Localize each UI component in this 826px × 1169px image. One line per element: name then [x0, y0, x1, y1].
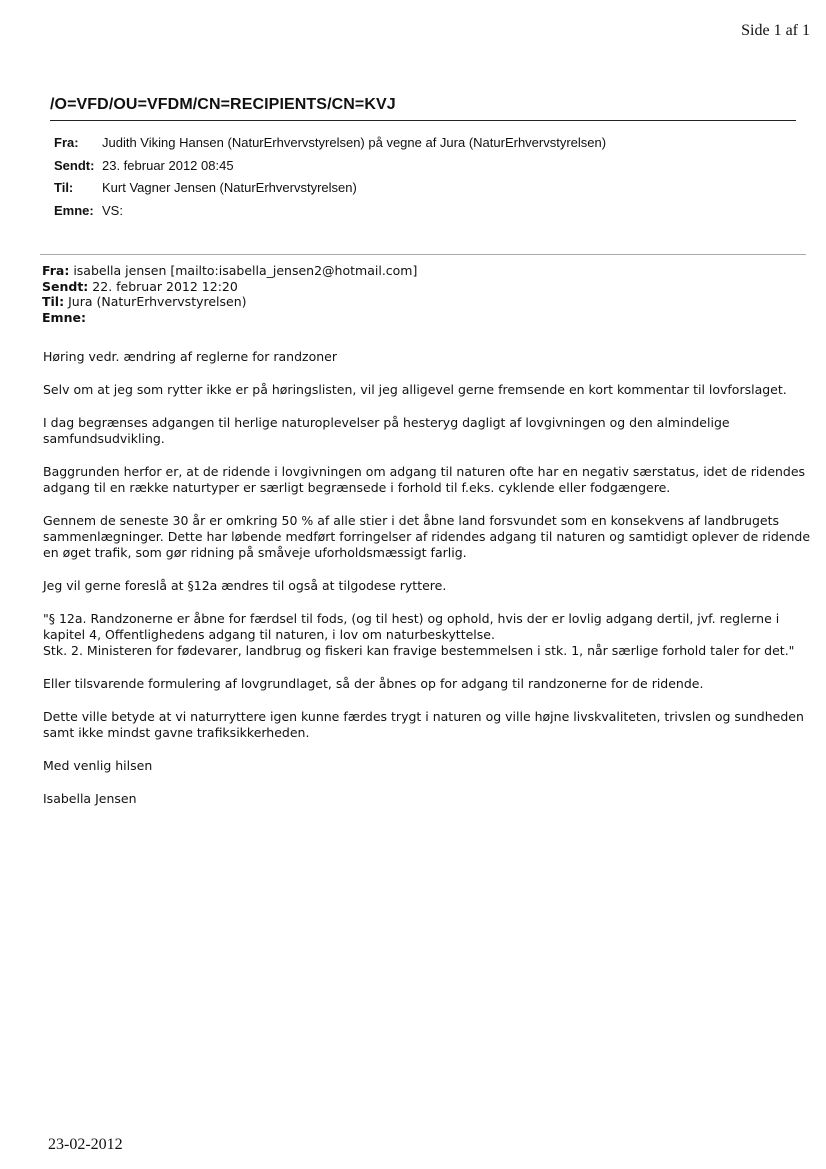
forward-to-value: Kurt Vagner Jensen (NaturErhvervstyrelsen)	[102, 180, 357, 195]
forward-header	[54, 132, 606, 222]
body-paragraph	[43, 415, 813, 447]
forward-sent-label: Sendt:	[54, 157, 95, 173]
body-line: adgang til en række naturtyper er særligt begrænsede i forhold til f.eks. cyklende eller fodgængere.	[43, 480, 671, 495]
message-divider	[40, 254, 806, 255]
forward-subject-value: VS:	[102, 202, 123, 218]
body-paragraph	[43, 709, 813, 741]
body-line: Isabella Jensen	[43, 791, 137, 806]
body-line: Gennem de seneste 30 år er omkring 50 % af alle stier i det åbne land forsvundet som en konsekvens af landbrugets	[43, 513, 780, 528]
original-header	[42, 263, 417, 325]
forward-from-value: Judith Viking Hansen (NaturErhvervstyrelsen) på vegne af Jura (NaturErhvervstyrelsen)	[102, 135, 607, 150]
body-paragraph	[43, 676, 813, 692]
original-to-label: Til:	[42, 294, 65, 309]
forward-to-label: Til:	[54, 180, 74, 195]
page-number: Side 1 af 1	[741, 22, 810, 39]
body-line: kapitel 4, Offentlighedens adgang til naturen, i lov om naturbeskyttelse.	[43, 627, 495, 642]
body-line: Jeg vil gerne foreslå at §12a ændres til også at tilgodese ryttere.	[43, 578, 447, 593]
original-sent-row	[42, 279, 417, 295]
body-paragraph	[43, 791, 813, 807]
body-paragraph	[43, 758, 813, 774]
forward-from-label: Fra:	[54, 135, 79, 150]
body-line: Dette ville betyde at vi naturryttere igen kunne færdes trygt i naturen og ville højne livskvaliteten, trivslen og sundheden	[43, 709, 804, 724]
original-subject-row	[42, 310, 417, 326]
header-divider	[50, 120, 796, 121]
original-subject-label: Emne:	[42, 309, 86, 325]
body-paragraph	[43, 611, 813, 659]
body-line: Med venlig hilsen	[43, 758, 153, 773]
message-body	[43, 349, 813, 824]
body-line: Baggrunden herfor er, at de ridende i lovgivningen om adgang til naturen ofte har en negativ særstatus, idet de ridendes	[43, 464, 806, 479]
body-line: en øget trafik, som gør ridning på småveje uforholdsmæssigt farlig.	[43, 545, 467, 560]
body-line: I dag begrænses adgangen til herlige naturoplevelser på hesteryg dagligt af lovgivningen og den almindelige	[43, 415, 730, 430]
body-line: Selv om at jeg som rytter ikke er på høringslisten, vil jeg alligevel gerne fremsende en kort kommentar til lovforslaget.	[43, 382, 787, 397]
original-from-value: isabella jensen [mailto:isabella_jensen2@hotmail.com]	[69, 263, 418, 278]
footer-date: 23-02-2012	[48, 1136, 123, 1153]
original-sent-value: 22. februar 2012 12:20	[88, 278, 238, 294]
forward-subject-label: Emne:	[54, 202, 94, 218]
forward-to-row	[54, 177, 606, 200]
original-from-row	[42, 263, 417, 279]
original-from-label: Fra:	[42, 263, 70, 278]
forward-subject-row	[54, 200, 606, 223]
original-to-value: Jura (NaturErhvervstyrelsen)	[64, 294, 247, 309]
body-line: samfundsudvikling.	[43, 431, 165, 446]
body-paragraph	[43, 578, 813, 594]
body-paragraph	[43, 382, 813, 398]
body-line: Stk. 2. Ministeren for fødevarer, landbrug og fiskeri kan fravige bestemmelsen i stk. 1, når særlige forhold taler for det."	[43, 643, 795, 658]
body-line: sammenlægninger. Dette har løbende medført forringelser af ridendes adgang til naturen og samtidigt oplever de ridende	[43, 529, 811, 544]
body-line: Eller tilsvarende formulering af lovgrundlaget, så der åbnes op for adgang til randzonerne for de ridende.	[43, 676, 704, 691]
body-line: samt ikke mindst gavne trafiksikkerheden.	[43, 725, 310, 740]
body-paragraph	[43, 464, 813, 496]
body-paragraph	[43, 349, 813, 365]
mailbox-title: /O=VFD/OU=VFDM/CN=RECIPIENTS/CN=KVJ	[50, 96, 396, 113]
forward-sent-row	[54, 155, 606, 178]
original-sent-label: Sendt:	[42, 278, 89, 294]
original-to-row	[42, 294, 417, 310]
body-line: "§ 12a. Randzonerne er åbne for færdsel til fods, (og til hest) og ophold, hvis der er lovlig adgang dertil, jvf. reglerne i	[43, 611, 780, 626]
body-line: Høring vedr. ændring af reglerne for randzoner	[43, 349, 337, 364]
forward-from-row	[54, 132, 606, 155]
body-paragraph	[43, 513, 813, 561]
forward-sent-value: 23. februar 2012 08:45	[102, 157, 234, 173]
